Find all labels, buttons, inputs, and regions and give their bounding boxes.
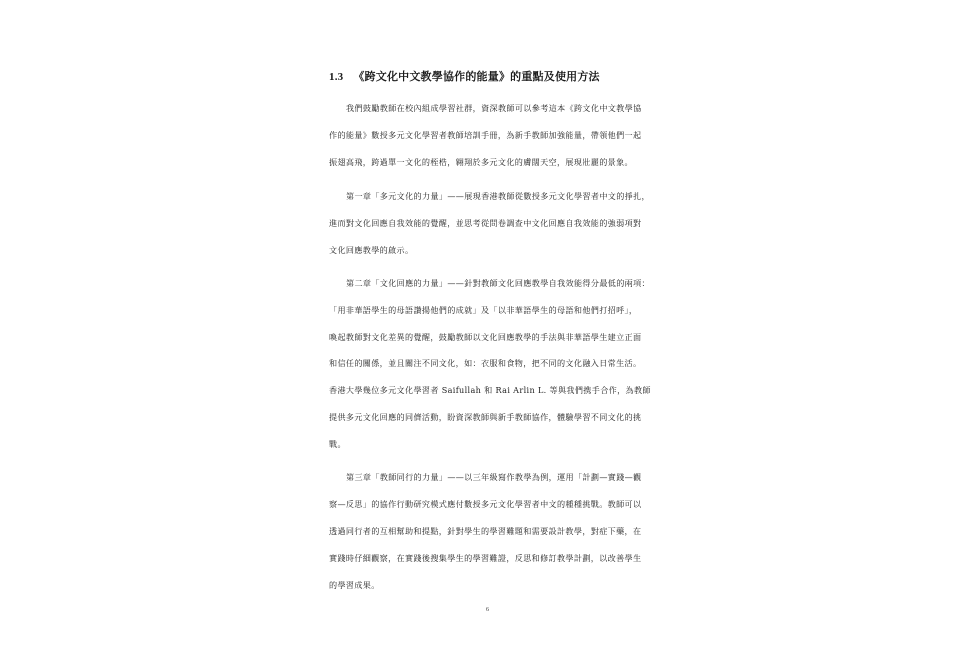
section-number: 1.3: [329, 71, 344, 83]
paragraph-1-line-3: 振翅高飛，跨過單一文化的桎梏，翱翔於多元文化的膚闊天空，展現壯麗的景象。: [329, 157, 633, 167]
paragraph-4-line-2: 察—反思」的協作行動研究模式應付數授多元文化學習者中文的種種挑戰。教師可以: [329, 499, 642, 509]
paragraph-3-line-6: 提供多元文化回應的同儕活動，盼資深教師與新手教師協作，體驗學習不同文化的挑: [329, 412, 642, 422]
paragraph-3-line-1: 第二章「文化回應的力量」——針對教師文化回應教學自我效能得分最低的兩項：: [346, 278, 650, 288]
paragraph-1-line-2: 作的能量》數授多元文化學習者教師培訓手冊，為新手教師加強能量，帶領他們一起: [329, 130, 642, 140]
section-heading: [329, 68, 600, 84]
section-title: 《跨文化中文教學協作的能量》的重點及使用方法: [353, 70, 600, 83]
paragraph-2-line-2: 進而對文化回應自我效能的覺醒，並思考從問卷調查中文化回應自我效能的強弱項對: [329, 218, 642, 228]
paragraph-1-line-1: 我們鼓勵教師在校內組成學習社群，資深教師可以參考這本《跨文化中文教學協: [346, 103, 642, 113]
paragraph-2-line-3: 文化回應教學的啟示。: [329, 245, 414, 255]
paragraph-4-line-1: 第三章「教師同行的力量」——以三年級寫作教學為例，運用「計劃—實踐—觀: [346, 472, 642, 482]
paragraph-3-line-5: 香港大學幾位多元文化學習者 Saifullah 和 Rai Arlin L. 等與我們携手合作，為教師: [329, 385, 651, 395]
paragraph-4-line-5: 的學習成果。: [329, 580, 380, 590]
paragraph-2-line-1: 第一章「多元文化的力量」——展現香港教師從數授多元文化學習者中文的掙扎，: [346, 191, 650, 201]
paragraph-3-line-7: 戰。: [329, 439, 346, 449]
paragraph-3-line-2: 「用非華語學生的母語讚揚他們的成就」及「以非華語學生的母語和他們打招呼」，: [329, 305, 638, 315]
paragraph-4-line-3: 透過同行者的互相幫助和提點，針對學生的學習難題和需要設計教學，對症下藥，在: [329, 526, 642, 536]
page-number: 6: [486, 607, 489, 613]
paragraph-4-line-4: 實踐時仔細觀察，在實踐後搜集學生的學習難證，反思和修訂教學計劃，以改善學生: [329, 553, 642, 563]
paragraph-3-line-3: 喚起教師對文化差異的覺醒，鼓勵教師以文化回應教學的手法與非華語學生建立正面: [329, 332, 642, 342]
paragraph-3-line-4: 和信任的關係，並且關注不同文化，如：衣服和食物，把不同的文化融入日常生活。: [329, 358, 642, 368]
